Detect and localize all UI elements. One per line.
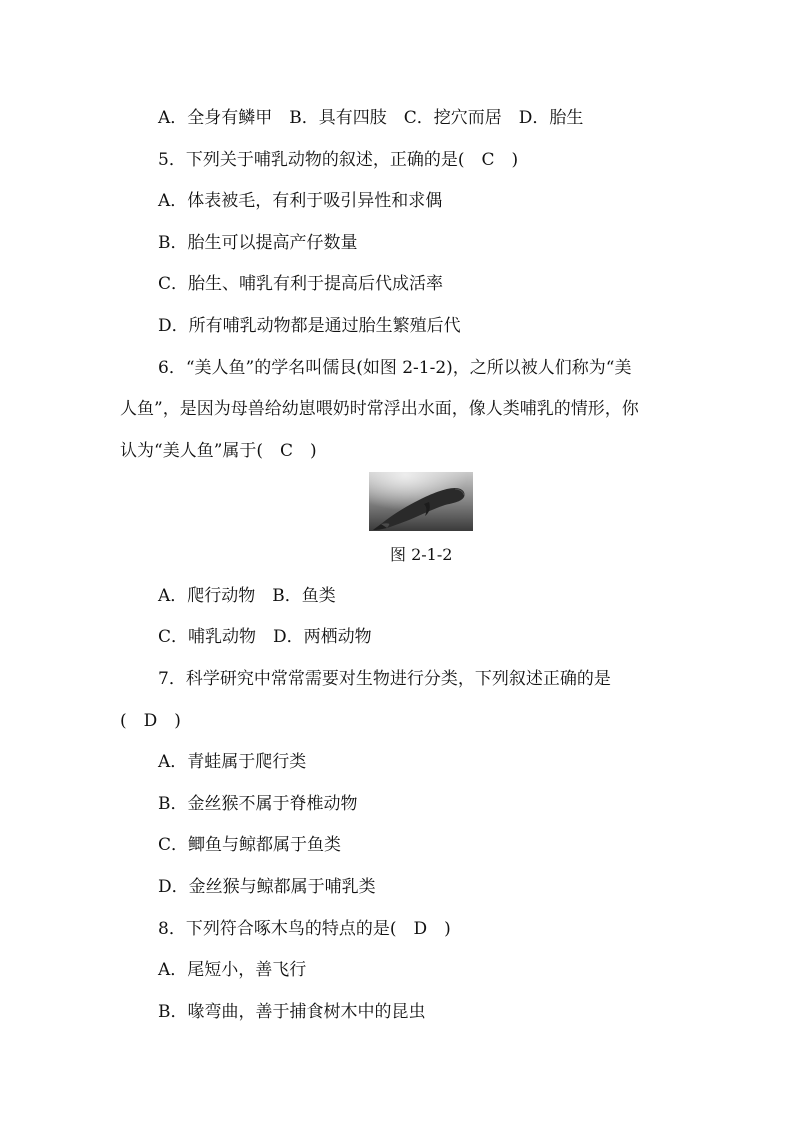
q6-stem-line-3: 认为“美人鱼”属于( C ) (120, 441, 317, 461)
q8-option-b: B．喙弯曲，善于捕食树木中的昆虫 (158, 1002, 426, 1022)
q7-stem-line-1: 7．科学研究中常常需要对生物进行分类，下列叙述正确的是 (158, 669, 611, 689)
q7-stem-line-2: ( D ) (120, 711, 181, 731)
q7-option-a: A．青蛙属于爬行类 (158, 752, 307, 772)
q4-options: A．全身有鳞甲 B．具有四肢 C．挖穴而居 D．胎生 (158, 108, 584, 128)
q7-option-c: C．鲫鱼与鲸都属于鱼类 (158, 835, 342, 855)
q5-option-b: B．胎生可以提高产仔数量 (158, 233, 358, 253)
q6-stem-line-1: 6．“美人鱼”的学名叫儒艮(如图 2-1-2)，之所以被人们称为“美 (158, 358, 632, 378)
dugong-photo (369, 472, 473, 531)
q6-stem-line-2: 人鱼”，是因为母兽给幼崽喂奶时常浮出水面，像人类哺乳的情形，你 (120, 399, 639, 419)
q8-option-a: A．尾短小，善飞行 (158, 960, 307, 980)
q5-option-c: C．胎生、哺乳有利于提高后代成活率 (158, 274, 444, 294)
q6-option-row-2: C．哺乳动物 D．两栖动物 (158, 627, 372, 647)
q7-option-b: B．金丝猴不属于脊椎动物 (158, 794, 358, 814)
q8-stem: 8．下列符合啄木鸟的特点的是( D ) (158, 919, 451, 939)
figure-caption: 图 2-1-2 (390, 545, 453, 564)
q6-option-row-1: A．爬行动物 B．鱼类 (158, 586, 336, 606)
q5-stem: 5．下列关于哺乳动物的叙述，正确的是( C ) (158, 150, 519, 170)
q5-option-a: A．体表被毛，有利于吸引异性和求偶 (158, 191, 443, 211)
q7-option-d: D．金丝猴与鲸都属于哺乳类 (158, 877, 376, 897)
q5-option-d: D．所有哺乳动物都是通过胎生繁殖后代 (158, 316, 461, 336)
